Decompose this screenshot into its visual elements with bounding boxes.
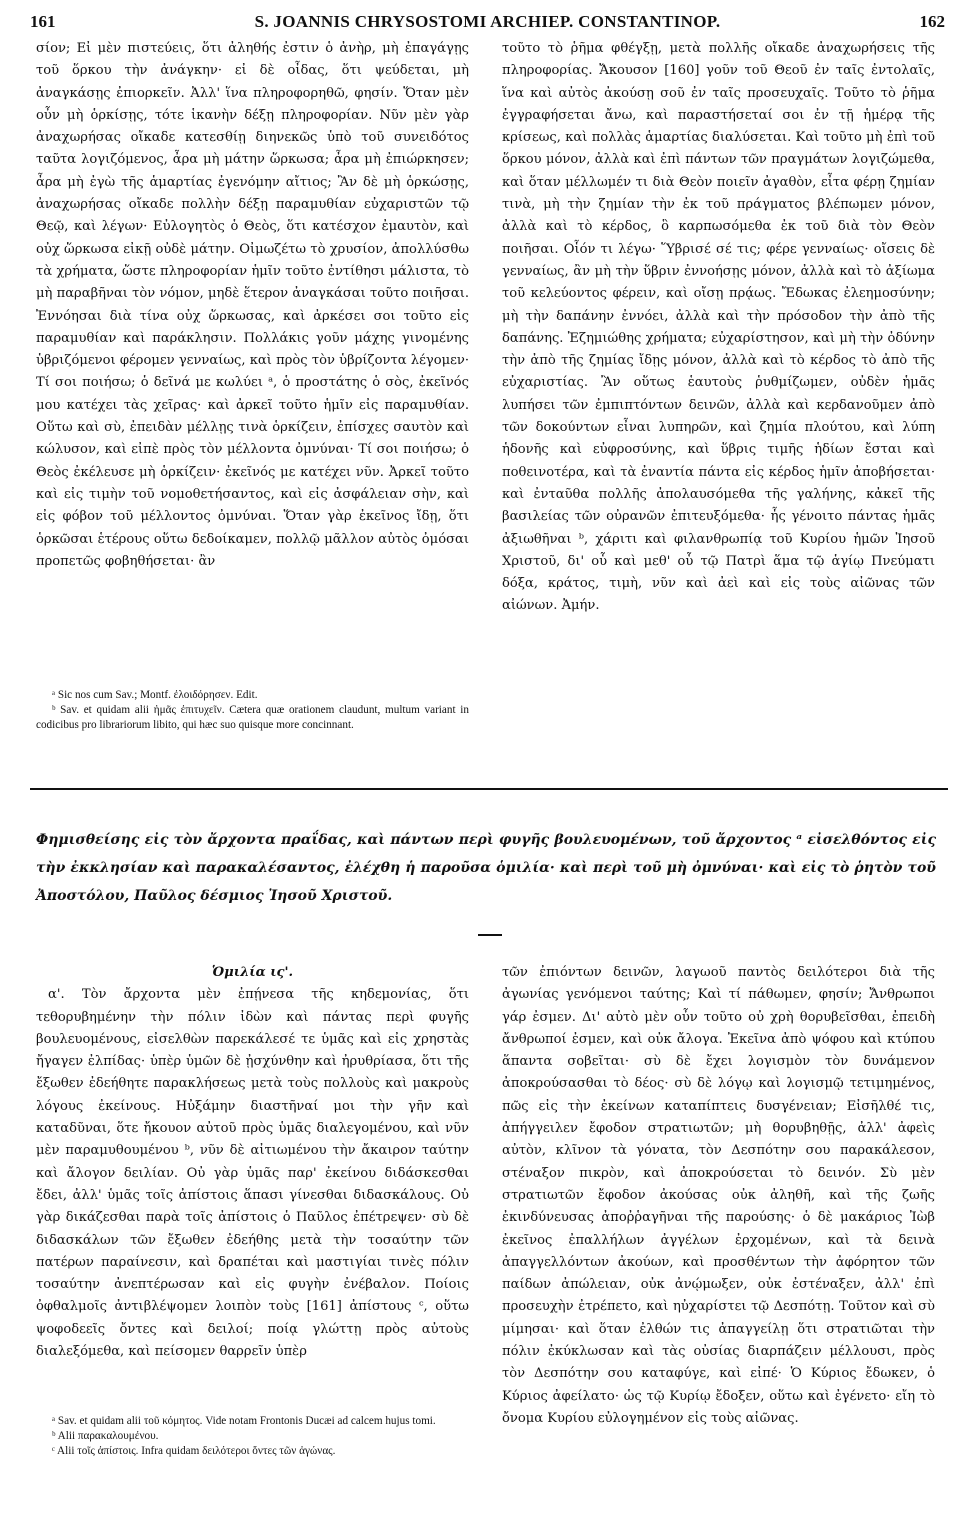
footnote-a-bottom: ᵃ Sav. et quidam alii τοῦ κόμητος. Vide notam Frontonis Ducæi ad calcem hujus tomi. bbox=[52, 1415, 436, 1427]
title-dash bbox=[478, 934, 502, 936]
footnote-c-bottom: ᶜ Alii τοῖς ἀπίστοις. Infra quidam δειλότεροι ὄντες τῶν ἀγώνας. bbox=[52, 1445, 336, 1457]
footnote-a: ᵃ Sic nos cum Sav.; Montf. ἐλοιδόρησεν. Edit. bbox=[52, 689, 258, 701]
column-top-right bbox=[502, 38, 935, 618]
paragraph-bottom-left: α'. Τὸν ἄρχοντα μὲν ἐπῄνεσα τῆς κηδεμονίας, ὅτι τεθορυβημένην τὴν πόλιν ἰδὼν καὶ πάντας περὶ φυγῆς βουλευομένους, εἰσελθὼν παρεκάλεσέ τε ὑμᾶς καὶ εἰς χρηστὰς ἤγαγεν ἐλπίδας· ὑπὲρ ὑμῶν δὲ ᾐσχύνθην καὶ ἠρυθρίασα, ὅτι τῆς ἔξωθεν ἐδεήθητε παρακλήσεως μετὰ τοὺς πολλοὺς καὶ μακροὺς λόγους ἐκείνους. Ηὐξάμην διαστῆναί μοι τὴν γῆν καὶ καταδῦναι, ὅτε ἤκουον αὐτοῦ πρὸς ὑμᾶς διαλεγομένου, καὶ νῦν μὲν παραμυθουμένου ᵇ, νῦν δὲ αἰτιωμένου τὴν ἄκαιρον ταύτην καὶ ἄλογον δειλίαν. Οὐ γὰρ ὑμᾶς παρ' ἐκείνου διδάσκεσθαι ἔδει, ἀλλ' ὑμᾶς τοῖς ἀπίστοις ἅπασι γίνεσθαι διδασκάλους. Οὐ γὰρ δικάζεσθαι παρὰ τοῖς ἀπίστοις ὁ Παῦλος ἐπέτρεψεν· σὺ δὲ διδασκάλων τῶν ἔξωθεν ἐδεήθης μετὰ τὴν τοσαύτην τῶν πατέρων παραίνεσιν, καὶ δραπέται καὶ μαστιγίαι τινὲς πόλιν τοσαύτην ἀνεπτέρωσαν καὶ εἰς φυγὴν ἐνέβαλον. Ποίοις ὀφθαλμοῖς ἀντιβλέψομεν λοιπὸν τοὺς [161] ἀπίστους ᶜ, οὕτω ψοφοδεεῖς ὄντες καὶ δειλοί; ποίᾳ γλώττῃ πρὸς αὐτοὺς διαλεξόμεθα, καὶ πείσομεν θαρρεῖν ὑπὲρ bbox=[36, 987, 469, 1360]
paragraph-top-right: τοῦτο τὸ ῥῆμα φθέγξῃ, μετὰ πολλῆς οἴκαδε ἀναχωρήσεις τῆς πληροφορίας. Ἄκουσον [160] γοῦν τοῦ Θεοῦ ἐν ταῖς ἐντολαῖς, ἵνα καὶ αὐτὸς ἀκούσῃ σοῦ ἐν ταῖς προσευχαῖς. Τοῦτο τὸ ῥῆμα ἐγγραφήσεται ἄνω, καὶ παραστήσεταί σοι ἐν τῇ ἡμέρᾳ τῆς κρίσεως, καὶ πολλὰς ἁμαρτίας διαλύσεται. Καὶ τοῦτο μὴ ἐπὶ τοῦ ὅρκου μόνον, ἀλλὰ καὶ ἐπὶ πάντων τῶν πραγμάτων λογιζώμεθα, καὶ ὅταν μέλλωμέν τι διὰ Θεὸν ποιεῖν ἀγαθὸν, εἶτα φέρῃ ζημίαν τινὰ, μὴ τὴν ζημίαν τὴν ἐκ τοῦ πράγματος βλέπωμεν μόνον, ἀλλὰ καὶ τὸ κέρδος, ὃ καρπωσόμεθα ἐκ τοῦ διὰ τὸν Θεὸν ποιῆσαι. Οἷόν τι λέγω· Ὕβρισέ σέ τις; φέρε γενναίως· οἴσεις δὲ γενναίως, ἂν μὴ τὴν ὕβριν ἐννοήσῃς μόνον, ἀλλὰ καὶ τὸ ἀξίωμα τοῦ κελεύοντος φέρειν, καὶ οἴσῃ πρᾴως. Ἔδωκας ἐλεημοσύνην; μὴ τὴν δαπάνην ἐννόει, ἀλλὰ καὶ τὴν πρόσοδον τὴν ἀπὸ τῆς δαπάνης. Ἐζημιώθης χρήματα; εὐχαρίστησον, καὶ μὴ τὴν ὀδύνην τὴν ἀπὸ τῆς ζημίας ἴδῃς μόνον, ἀλλὰ καὶ τὸ κέρδος τὸ ἀπὸ τῆς εὐχαριστίας. Ἂν οὕτως ἑαυτοὺς ῥυθμίζωμεν, οὐδὲν ἡμᾶς λυπήσει τῶν ἐμπιπτόντων δεινῶν, ἀλλὰ καὶ κερδανοῦμεν ἀπὸ τῶν δοκούντων εἶναι λυπηρῶν, καὶ ζημία πλούτου, καὶ λύπη ἡδονῆς καὶ εὐφροσύνης, καὶ ὕβρις τιμῆς ἡδίων ἔσται καὶ ποθεινοτέρα, καὶ τὰ ἐναντία πάντα εἰς κέρδος ἡμῖν ἀποβήσεται· καὶ ἐνταῦθα πολλῆς ἀπολαυσόμεθα τῆς γαλήνης, κἀκεῖ τῆς βασιλείας τῶν οὐρανῶν ἐπιτευξόμεθα· ἧς γένοιτο πάντας ἡμᾶς ἀξιωθῆναι ᵇ, χάριτι καὶ φιλανθρωπίᾳ τοῦ Κυρίου ἡμῶν Ἰησοῦ Χριστοῦ, δι' οὗ καὶ μεθ' οὗ τῷ Πατρὶ ἅμα τῷ ἁγίῳ Πνεύματι δόξα, κράτος, τιμὴ, νῦν καὶ ἀεὶ καὶ εἰς τοὺς αἰῶνας τῶν αἰώνων. Ἀμήν. bbox=[502, 41, 935, 614]
column-top-left bbox=[36, 38, 469, 573]
running-header bbox=[30, 8, 945, 34]
column-bottom-right bbox=[502, 962, 935, 1430]
running-title: S. JOANNIS CHRYSOSTOMI ARCHIEP. CONSTANTINOP. bbox=[254, 12, 721, 31]
footnotes-top bbox=[36, 688, 469, 733]
homily-argument-title bbox=[36, 826, 936, 910]
column-bottom-left bbox=[36, 962, 469, 1363]
page-number-left: 161 bbox=[30, 12, 56, 31]
page-number-right: 162 bbox=[919, 12, 945, 31]
footnote-b: ᵇ Sav. et quidam alii ἡμᾶς ἐπιτυχεῖν. Cætera quæ orationem claudunt, multum variant in codicibus pro librariorum libito, qui hæc suo quisque more concinnant. bbox=[36, 704, 469, 731]
footnotes-bottom bbox=[36, 1414, 469, 1459]
section-divider bbox=[30, 788, 948, 790]
section-title-text: Φημισθείσης εἰς τὸν ἄρχοντα πραΐδας, καὶ πάντων περὶ φυγῆς βουλευομένων, τοῦ ἄρχοντος ᵃ εἰσελθόντος εἰς τὴν ἐκκλησίαν καὶ παρακαλέσαντος, ἐλέχθη ἡ παροῦσα ὁμιλία· καὶ περὶ τοῦ μὴ ὀμνύναι· καὶ εἰς τὸ ῥητὸν τοῦ Ἀποστόλου, Παῦλος δέσμιος Ἰησοῦ Χριστοῦ. bbox=[36, 832, 936, 904]
homily-heading: Ὁμιλία ις'. bbox=[211, 965, 294, 980]
paragraph-top-left: σίον; Εἰ μὲν πιστεύεις, ὅτι ἀληθής ἐστιν ὁ ἀνὴρ, μὴ ἐπαγάγῃς τοῦ ὅρκου τὴν ἀνάγκην· εἰ δὲ οἶδας, ὅτι ψεύδεται, μὴ ἀναγκάσῃς ἐπιορκεῖν. Ἀλλ' ἵνα πληροφορηθῶ, φησίν. Ὅταν μὲν οὖν μὴ ὁρκίσῃς, τότε ἱκανὴν δέξῃ πληροφορίαν. Νῦν μὲν γὰρ ἀναχωρήσας οἴκαδε κατεσθίῃ διηνεκῶς ὑπὸ τοῦ συνειδότος ταῦτα λογιζόμενος, ἆρα μὴ μάτην ὥρκωσα; ἆρα μὴ ἐπιώρκησεν; ἆρα μὴ ἐγὼ τῆς ἁμαρτίας ἐγενόμην αἴτιος; Ἂν δὲ μὴ ὁρκώσῃς, ἀναχωρήσας οἴκαδε πολλὴν δέξῃ παραμυθίαν εὐχαριστῶν τῷ Θεῷ, καὶ λέγων· Εὐλογητὸς ὁ Θεὸς, ὅτι κατέσχον ἐμαυτὸν, καὶ οὐχ ὥρκωσα εἰκῇ οὐδὲ μάτην. Οἰμωζέτω τὸ χρυσίον, ἀπολλύσθω τὰ χρήματα, ὥστε πληροφορίαν ἡμῖν τοῦτο ἐντίθησι μάλιστα, τὸ μὴ παραβῆναι τὸν νόμον, μηδὲ ἕτερον ἀναγκάσαι τοῦτο ποιῆσαι. Ἐννόησαι διὰ τίνα οὐχ ὥρκωσας, καὶ ἀρκέσει σοι τοῦτο εἰς παραμυθίαν καὶ παράκλησιν. Πολλάκις γοῦν μάχης γινομένης ὑβριζόμενοι φέρομεν γενναίως, καὶ πρὸς τὸν ὑβρίζοντα λέγομεν· Τί σοι ποιήσω; ὁ δεῖνά με κωλύει ᵃ, ὁ προστάτης ὁ σὸς, ἐκεῖνός μου κατέχει τὰς χεῖρας· καὶ ἀρκεῖ τοῦτο ἡμῖν εἰς παραμυθίαν. Οὕτω καὶ σὺ, ἐπειδὰν μέλλῃς τινὰ ὁρκίζειν, ἐπίσχες σαυτὸν καὶ κώλυσον, καὶ εἰπὲ πρὸς τὸν μέλλοντα ὀμνύναι· Τί σοι ποιήσω; ὁ Θεὸς ἐκέλευσε μὴ ὁρκίζειν· ἐκεῖνός με κατέχει νῦν. Ἀρκεῖ τοῦτο καὶ εἰς τιμὴν τοῦ νομοθετήσαντος, καὶ εἰς ἀσφάλειαν σὴν, καὶ εἰς φόβον τοῦ μέλλοντος ὀμνύναι. Ὅταν γὰρ ἐκεῖνος ἴδῃ, ὅτι ὁρκῶσαι ἑτέρους οὕτω δεδοίκαμεν, πολλῷ μᾶλλον αὐτὸς ὀμόσαι προπετῶς φοβηθήσεται· ἂν bbox=[36, 41, 469, 569]
footnote-b-bottom: ᵇ Alii παρακαλουμένου. bbox=[52, 1430, 159, 1442]
paragraph-bottom-right: τῶν ἐπιόντων δεινῶν, λαγωοῦ παντὸς δειλότεροι διὰ τῆς ἀγωνίας γενόμενοι ταύτης; Καὶ τί πάθωμεν, φησίν; Ἄνθρωποι γάρ ἐσμεν. Δι' αὐτὸ μὲν οὖν τοῦτο οὐ χρὴ θορυβεῖσθαι, ἐπειδὴ ἄνθρωποί ἐσμεν, καὶ οὐκ ἄλογα. Ἐκεῖνα ἀπὸ ψόφου καὶ κτύπου ἅπαντα σοβεῖται· σὺ δὲ ἔχει λογισμὸν τὸν δυνάμενον ἀποκρούσασθαι τὸ δέος· σὺ δὲ λόγῳ καὶ λογισμῷ τετιμημένος, πῶς εἰς τὴν ἐκείνων καταπίπτεις δυσγένειαν; Εἰσῆλθέ τις, ἀπήγγειλεν ἔφοδον στρατιωτῶν; μὴ θορυβηθῇς, ἀλλ' ἀφεὶς αὐτὸν, κλῖνον τὰ γόνατα, τὸν Δεσπότην σου παρακάλεσον, στέναξον πικρὸν, καὶ ἀποκρούσεται τὸ δεινόν. Σὺ μὲν στρατιωτῶν ἔφοδον ἀκούσας οὐκ ἀληθῆ, καὶ τῆς ζωῆς ἐκινδύνευσας ἀποῤῥαγῆναι τῆς παρούσης· ὁ δὲ μακάριος Ἰὼβ ἐκεῖνος ἐπαλλήλων ἀγγέλων ἐρχομένων, καὶ τὰ δεινὰ ἀπαγγελλόντων ἀκούων, καὶ προσθέντων τὴν ἀφόρητον τῶν παίδων ἀπώλειαν, οὐκ ἀνῴμωξεν, οὐκ ἐστέναξεν, ἀλλ' ἐπὶ προσευχὴν ἐτρέπετο, καὶ ηὐχαρίστει τῷ Δεσπότῃ. Τοῦτον καὶ σὺ μίμησαι· καὶ ὅταν ἐλθών τις ἀπαγγείλῃ ὅτι στρατιῶται τὴν πόλιν ἐκύκλωσαν καὶ τὰς οὐσίας διαρπάζειν μέλλουσι, πρὸς τὸν Δεσπότην σου καταφύγε, καὶ εἰπέ· Ὁ Κύριος ἔδωκεν, ὁ Κύριος ἀφείλατο· ὡς τῷ Κυρίῳ ἔδοξεν, οὕτω καὶ ἐγένετο· εἴη τὸ ὄνομα Κυρίου εὐλογημένον εἰς τοὺς αἰῶνας. bbox=[502, 965, 935, 1426]
